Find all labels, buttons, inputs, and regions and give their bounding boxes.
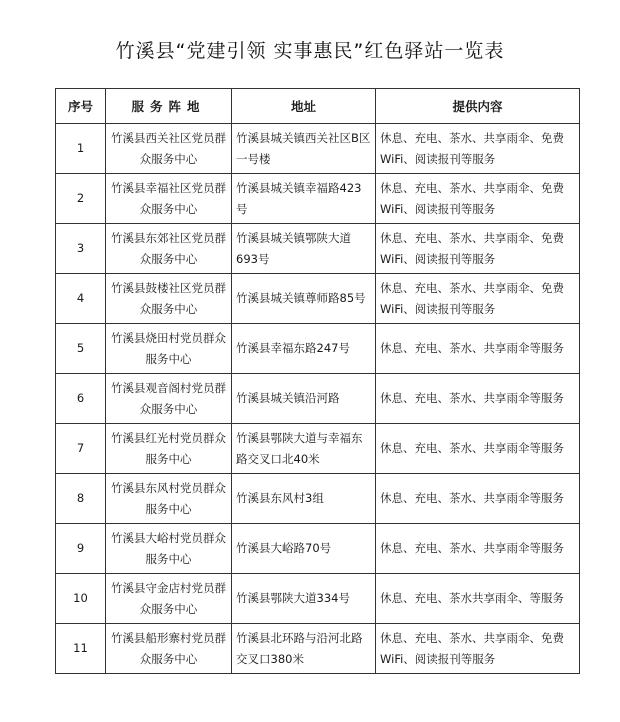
table-row <box>56 524 580 574</box>
row-site: 竹溪县烧田村党员群众服务中心 <box>106 324 232 374</box>
table-row <box>56 374 580 424</box>
row-no: 9 <box>56 524 106 574</box>
row-site: 竹溪县观音阁村党员群众服务中心 <box>106 374 232 424</box>
table-header-row <box>56 89 580 124</box>
table-row <box>56 424 580 474</box>
row-no: 8 <box>56 474 106 524</box>
row-address: 竹溪县鄂陕大道334号 <box>232 574 376 624</box>
row-address: 竹溪县城关镇尊师路85号 <box>232 274 376 324</box>
row-site: 竹溪县船形寨村党员群众服务中心 <box>106 624 232 674</box>
row-address: 竹溪县鄂陕大道与幸福东路交叉口北40米 <box>232 424 376 474</box>
row-no: 7 <box>56 424 106 474</box>
row-no: 5 <box>56 324 106 374</box>
table-row <box>56 124 580 174</box>
document-title: 竹溪县“党建引领 实事惠民”红色驿站一览表 <box>115 40 505 62</box>
row-no: 3 <box>56 224 106 274</box>
row-services: 休息、充电、茶水、共享雨伞、免费WiFi、阅读报刊等服务 <box>376 274 580 324</box>
row-no: 4 <box>56 274 106 324</box>
row-site: 竹溪县鼓楼社区党员群众服务中心 <box>106 274 232 324</box>
row-address: 竹溪县大峪路70号 <box>232 524 376 574</box>
row-address: 竹溪县城关镇鄂陕大道693号 <box>232 224 376 274</box>
table-row <box>56 474 580 524</box>
row-address: 竹溪县城关镇幸福路423号 <box>232 174 376 224</box>
row-address: 竹溪县城关镇西关社区B区一号楼 <box>232 124 376 174</box>
row-no: 10 <box>56 574 106 624</box>
row-services: 休息、充电、茶水、共享雨伞等服务 <box>376 474 580 524</box>
row-services: 休息、充电、茶水、共享雨伞等服务 <box>376 524 580 574</box>
header-services: 提供内容 <box>376 89 580 124</box>
row-no: 6 <box>56 374 106 424</box>
header-address: 地址 <box>232 89 376 124</box>
row-site: 竹溪县东风村党员群众服务中心 <box>106 474 232 524</box>
row-site: 竹溪县守金店村党员群众服务中心 <box>106 574 232 624</box>
row-no: 1 <box>56 124 106 174</box>
row-services: 休息、充电、茶水、共享雨伞、免费WiFi、阅读报刊等服务 <box>376 124 580 174</box>
header-site: 服务阵地 <box>106 89 232 124</box>
table-row <box>56 224 580 274</box>
table-row <box>56 324 580 374</box>
row-address: 竹溪县北环路与沿河北路交叉口380米 <box>232 624 376 674</box>
row-services: 休息、充电、茶水、共享雨伞等服务 <box>376 374 580 424</box>
row-site: 竹溪县大峪村党员群众服务中心 <box>106 524 232 574</box>
table-row <box>56 174 580 224</box>
row-site: 竹溪县幸福社区党员群众服务中心 <box>106 174 232 224</box>
row-address: 竹溪县幸福东路247号 <box>232 324 376 374</box>
row-services: 休息、充电、茶水、共享雨伞等服务 <box>376 424 580 474</box>
row-site: 竹溪县西关社区党员群众服务中心 <box>106 124 232 174</box>
row-site: 竹溪县东郊社区党员群众服务中心 <box>106 224 232 274</box>
row-no: 2 <box>56 174 106 224</box>
row-services: 休息、充电、茶水、共享雨伞、免费WiFi、阅读报刊等服务 <box>376 174 580 224</box>
row-site: 竹溪县红光村党员群众服务中心 <box>106 424 232 474</box>
row-address: 竹溪县东风村3组 <box>232 474 376 524</box>
row-services: 休息、充电、茶水、共享雨伞、免费WiFi、阅读报刊等服务 <box>376 624 580 674</box>
row-services: 休息、充电、茶水、共享雨伞、免费WiFi、阅读报刊等服务 <box>376 224 580 274</box>
table-row <box>56 624 580 674</box>
table-row <box>56 574 580 624</box>
row-services: 休息、充电、茶水、共享雨伞等服务 <box>376 324 580 374</box>
table-row <box>56 274 580 324</box>
row-no: 11 <box>56 624 106 674</box>
row-address: 竹溪县城关镇沿河路 <box>232 374 376 424</box>
row-services: 休息、充电、茶水共享雨伞、等服务 <box>376 574 580 624</box>
header-no: 序号 <box>56 89 106 124</box>
stations-table <box>55 88 580 674</box>
